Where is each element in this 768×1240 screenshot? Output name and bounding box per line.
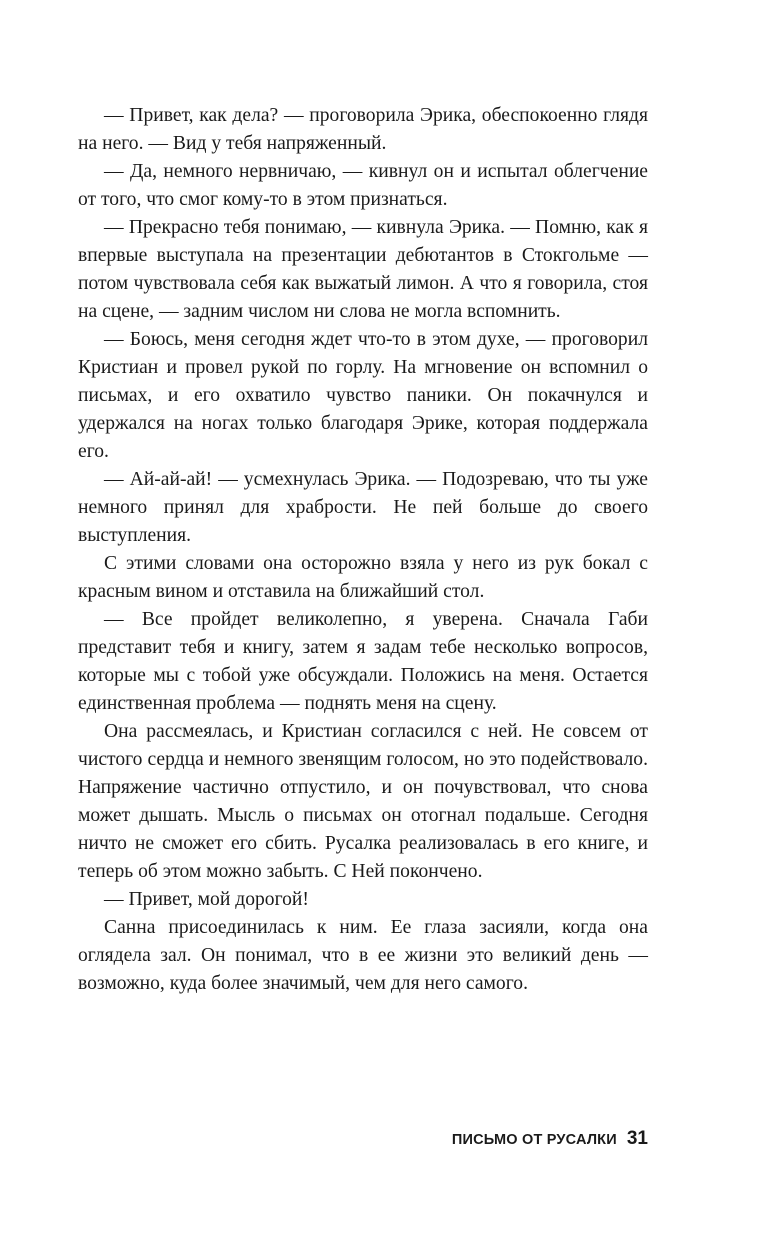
paragraph: — Да, немного нервничаю, — кивнул он и испытал облегчение от того, что смог кому-то в этом признаться.: [78, 161, 648, 210]
book-page-body: [78, 102, 648, 998]
page-number: 31: [626, 1128, 648, 1149]
running-title: ПИСЬМО ОТ РУСАЛКИ: [451, 1132, 617, 1148]
paragraph: — Боюсь, меня сегодня ждет что-то в этом духе, — проговорил Кристиан и провел рукой по горлу. На мгновение он вспомнил о письмах, и его охватило чувство паники. Он покачнулся и удержался на ногах только благодаря Эрике, которая поддержала его.: [78, 329, 648, 462]
paragraph: — Привет, мой дорогой!: [104, 889, 309, 910]
paragraph: — Все пройдет великолепно, я уверена. Сначала Габи представит тебя и книгу, затем я задам тебе несколько вопросов, которые мы с тобой уже обсуждали. Положись на меня. Остается единственная проблема — поднять меня на сцену.: [78, 609, 648, 714]
page-footer: [78, 1128, 648, 1150]
paragraph: — Ай-ай-ай! — усмехнулась Эрика. — Подозреваю, что ты уже немного принял для храбрости. Не пей больше до своего выступления.: [78, 469, 648, 546]
paragraph: Она рассмеялась, и Кристиан согласился с ней. Не совсем от чистого сердца и немного звенящим голосом, но это подействовало. Напряжение частично отпустило, и он почувствовал, что снова может дышать. Мысль о письмах он отогнал подальше. Сегодня ничто не сможет его сбить. Русалка реализовалась в его книге, и теперь об этом можно забыть. С Ней покончено.: [78, 721, 648, 882]
paragraph: — Прекрасно тебя понимаю, — кивнула Эрика. — Помню, как я впервые выступала на презентации дебютантов в Стокгольме — потом чувствовала себя как выжатый лимон. А что я говорила, стоя на сцене, — задним числом ни слова не могла вспомнить.: [78, 217, 648, 322]
paragraph: С этими словами она осторожно взяла у него из рук бокал с красным вином и отставила на ближайший стол.: [78, 553, 648, 602]
paragraph: Санна присоединилась к ним. Ее глаза засияли, когда она оглядела зал. Он понимал, что в ее жизни это великий день — возможно, куда более значимый, чем для него самого.: [78, 917, 648, 994]
paragraph: — Привет, как дела? — проговорила Эрика, обеспокоенно глядя на него. — Вид у тебя напряженный.: [78, 105, 648, 154]
